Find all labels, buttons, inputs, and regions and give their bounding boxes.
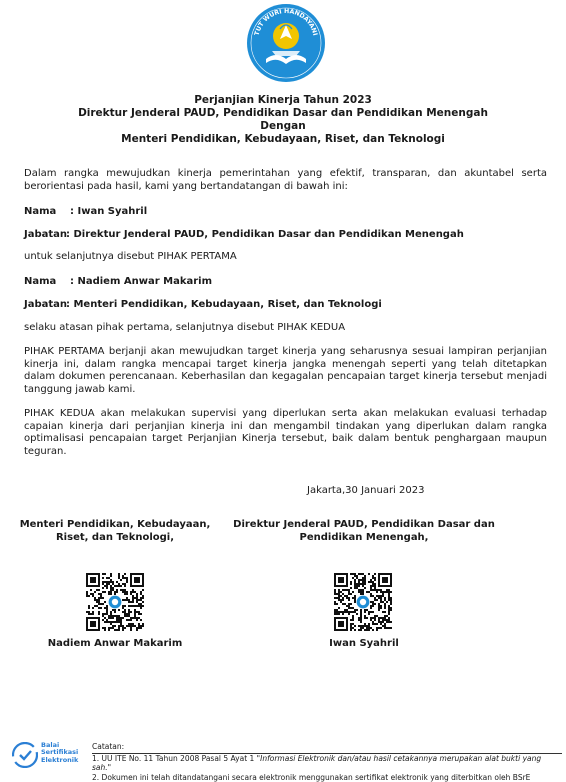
left-signatory-name: Nadiem Anwar Makarim <box>10 638 220 649</box>
bsre-emblem-icon <box>12 742 38 768</box>
party1-name-value: : Iwan Syahril <box>70 206 147 217</box>
place-date: Jakarta,30 Januari 2023 <box>307 485 424 496</box>
party1-position-row <box>24 228 464 241</box>
party1-position-label: Jabatan <box>24 228 66 241</box>
note-1 <box>92 754 562 773</box>
left-title-line-2: Riset, dan Teknologi, <box>10 531 220 544</box>
tut-wuri-handayani-logo <box>244 3 328 83</box>
party2-position-label: Jabatan <box>24 298 66 311</box>
party2-position-value: : Menteri Pendidikan, Kebudayaan, Riset, dan Teknologi <box>66 299 382 310</box>
title-line-3: Dengan <box>0 120 566 134</box>
logo-motto: TUT WURI HANDAYANI <box>254 8 319 36</box>
paragraph-pihak-pertama: PIHAK PERTAMA berjanji akan mewujudkan target kinerja yang seharusnya sesuai lampiran perjanjian kinerja ini, dalam rangka mencapai target kinerja jangka menengah seperti yang telah ditetapkan dalam dokumen perencanaan. Keberhasilan dan kegagalan pencapaian target kinerja tersebut menjadi tanggung jawab kami. <box>24 346 547 396</box>
party2-position-row <box>24 298 382 311</box>
right-signatory-name: Iwan Syahril <box>264 638 464 649</box>
note-1-suffix: " <box>108 763 111 772</box>
right-title-line-2: Pendidikan Menengah, <box>230 531 498 544</box>
note-1-prefix: 1. UU ITE No. 11 Tahun 2008 Pasal 5 Ayat 1 " <box>92 754 260 763</box>
left-signature-qr-code <box>86 573 144 631</box>
bsre-logo <box>12 741 102 769</box>
bsre-line-1: Balai <box>41 742 78 749</box>
bsre-line-2: Sertifikasi <box>41 749 78 756</box>
party1-name-label: Nama <box>24 205 70 218</box>
right-title-line-1: Direktur Jenderal PAUD, Pendidikan Dasar dan <box>230 518 498 531</box>
party1-name-row <box>24 205 147 218</box>
right-signature-qr-code <box>334 573 392 631</box>
bsre-line-3: Elektronik <box>41 757 78 764</box>
note-2: 2. Dokumen ini telah ditandatangani secara elektronik menggunakan sertifikat elektronik yang diterbitkan oleh BSrE <box>92 773 562 782</box>
right-signatory-title <box>230 518 498 544</box>
title-line-4: Menteri Pendidikan, Kebudayaan, Riset, dan Teknologi <box>0 133 566 147</box>
left-title-line-1: Menteri Pendidikan, Kebudayaan, <box>10 518 220 531</box>
party2-name-value: : Nadiem Anwar Makarim <box>70 276 212 287</box>
footer-notes <box>92 742 562 782</box>
notes-label: Catatan: <box>92 742 562 752</box>
intro-paragraph: Dalam rangka mewujudkan kinerja pemerintahan yang efektif, transparan, dan akuntabel serta berorientasi pada hasil, kami yang bertandatangan di bawah ini: <box>24 168 547 193</box>
party1-position-value: : Direktur Jenderal PAUD, Pendidikan Dasar dan Pendidikan Menengah <box>66 229 464 240</box>
party1-designation: untuk selanjutnya disebut PIHAK PERTAMA <box>24 251 547 264</box>
left-signatory-title <box>10 518 220 544</box>
party2-name-row <box>24 275 212 288</box>
title-line-2: Direktur Jenderal PAUD, Pendidikan Dasar dan Pendidikan Menengah <box>0 107 566 121</box>
title-line-1: Perjanjian Kinerja Tahun 2023 <box>0 94 566 108</box>
party2-designation: selaku atasan pihak pertama, selanjutnya disebut PIHAK KEDUA <box>24 322 547 335</box>
party2-name-label: Nama <box>24 275 70 288</box>
note-1-quote: Informasi Elektronik dan/atau hasil cetakannya merupakan alat bukti yang sah. <box>92 754 541 773</box>
paragraph-pihak-kedua: PIHAK KEDUA akan melakukan supervisi yang diperlukan serta akan melakukan evaluasi terhadap capaian kinerja dari perjanjian kinerja ini dan mengambil tindakan yang diperlukan dalam rangka optimalisasi pencapaian target Perjanjian Kinerja tersebut, baik dalam bentuk penghargaan maupun teguran. <box>24 408 547 458</box>
